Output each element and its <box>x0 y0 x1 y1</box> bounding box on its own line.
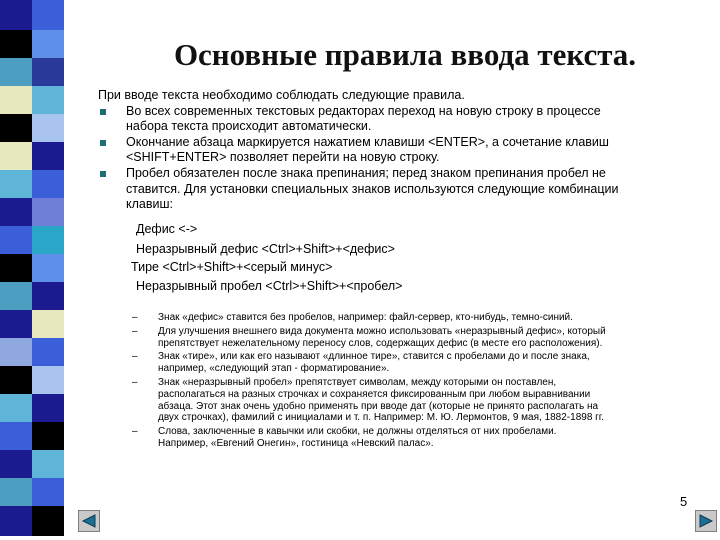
bullet-line: Пробел обязателен после знака препинания; перед знаком препинания пробел не <box>126 165 606 180</box>
stripe-block <box>0 30 64 58</box>
stripe-cell <box>32 254 64 282</box>
bullet-square-icon <box>100 140 106 146</box>
stripe-block <box>0 0 64 30</box>
stripe-cell <box>0 0 32 30</box>
stripe-block <box>0 198 64 226</box>
dash-item <box>132 377 702 424</box>
key-line-nonbreaking-space: Неразрывный пробел <Ctrl>+Shift>+<пробел> <box>136 279 403 293</box>
dash-item <box>132 326 702 350</box>
bullet-square-icon <box>100 109 106 115</box>
stripe-block <box>0 506 64 536</box>
decorative-stripe <box>0 0 64 540</box>
stripe-cell <box>0 478 32 506</box>
stripe-cell <box>32 394 64 422</box>
stripe-cell <box>32 450 64 478</box>
dash-item <box>132 351 702 375</box>
stripe-block <box>0 366 64 394</box>
dash-line: Для улучшения внешнего вида документа можно использовать «неразрывный дефис», который <box>158 325 606 337</box>
dash-list <box>132 312 702 452</box>
key-line-nonbreaking-hyphen: Неразрывный дефис <Ctrl>+Shift>+<дефис> <box>136 242 395 256</box>
stripe-block <box>0 114 64 142</box>
stripe-cell <box>32 422 64 450</box>
stripe-cell <box>32 198 64 226</box>
stripe-cell <box>0 282 32 310</box>
stripe-block <box>0 478 64 506</box>
stripe-cell <box>0 506 32 536</box>
stripe-cell <box>32 142 64 170</box>
stripe-block <box>0 170 64 198</box>
dash-line: Знак «тире», или как его называют «длинное тире», ставится с пробелами до и после знака, <box>158 351 590 363</box>
stripe-block <box>0 254 64 282</box>
stripe-cell <box>32 0 64 30</box>
dash-line: Слова, заключенные в кавычки или скобки, не должны отделяться от них пробелами. <box>158 426 557 438</box>
dash-line: абзаца. Этот знак очень удобно применять при вводе дат (которые не принято располагать на <box>158 400 599 412</box>
bullet-list <box>98 104 698 213</box>
stripe-block <box>0 226 64 254</box>
stripe-cell <box>32 366 64 394</box>
stripe-cell <box>0 142 32 170</box>
prev-slide-button[interactable] <box>78 510 100 532</box>
bullet-item <box>98 166 698 213</box>
key-line-hyphen: Дефис <-> <box>136 222 198 236</box>
next-slide-button[interactable] <box>695 510 717 532</box>
stripe-cell <box>0 422 32 450</box>
bullet-line: Во всех современных текстовых редакторах переход на новую строку в процессе <box>126 103 601 118</box>
stripe-cell <box>0 58 32 86</box>
stripe-cell <box>0 30 32 58</box>
bullet-line: ставится. Для установки специальных знаков используются следующие комбинации <box>126 181 619 196</box>
key-line-dash: Тире <Ctrl>+Shift>+<серый минус> <box>131 260 333 274</box>
bullet-square-icon <box>100 171 106 177</box>
stripe-cell <box>32 282 64 310</box>
stripe-cell <box>0 394 32 422</box>
dash-line: двух строчках), фамилий с инициалами и т. п. Например: М. Ю. Лермонтов, 9 мая, 1882-1898 гг. <box>158 412 605 424</box>
dash-line: располагаться на разных строчках и сохраняется фиксированным при любом выравнивании <box>158 388 591 400</box>
stripe-cell <box>32 226 64 254</box>
dash-marker: – <box>132 376 138 388</box>
stripe-block <box>0 450 64 478</box>
dash-item <box>132 426 702 450</box>
stripe-cell <box>32 114 64 142</box>
stripe-cell <box>0 450 32 478</box>
intro-line: При вводе текста необходимо соблюдать следующие правила. <box>98 88 465 102</box>
stripe-cell <box>0 338 32 366</box>
stripe-cell <box>0 86 32 114</box>
bullet-item <box>98 135 698 166</box>
page-number: 5 <box>680 494 688 509</box>
stripe-block <box>0 310 64 338</box>
stripe-cell <box>32 58 64 86</box>
stripe-block <box>0 86 64 114</box>
stripe-cell <box>0 198 32 226</box>
stripe-cell <box>0 114 32 142</box>
dash-line: Знак «дефис» ставится без пробелов, например: файл-сервер, кто-нибудь, темно-синий. <box>158 312 573 323</box>
stripe-block <box>0 338 64 366</box>
bullet-item <box>98 104 698 135</box>
bullet-line: Окончание абзаца маркируется нажатием клавиши <ENTER>, а сочетание клавиш <box>126 134 609 149</box>
stripe-cell <box>32 478 64 506</box>
stripe-cell <box>32 30 64 58</box>
dash-item <box>132 312 702 324</box>
slide-title: Основные правила ввода текста. <box>173 37 637 72</box>
dash-marker: – <box>132 426 138 438</box>
stripe-cell <box>32 86 64 114</box>
stripe-cell <box>0 170 32 198</box>
stripe-cell <box>0 254 32 282</box>
dash-line: например, «следующий этап - форматирование». <box>158 363 390 375</box>
stripe-block <box>0 142 64 170</box>
stripe-cell <box>32 170 64 198</box>
stripe-block <box>0 394 64 422</box>
dash-line: препятствует нежелательному переносу слов, содержащих дефис (в месте его расположения). <box>158 337 603 349</box>
bullet-line: набора текста происходит автоматически. <box>126 119 372 134</box>
stripe-cell <box>0 310 32 338</box>
dash-marker: – <box>132 351 138 363</box>
stripe-cell <box>0 226 32 254</box>
bullet-line: клавиш: <box>126 197 173 212</box>
stripe-cell <box>0 366 32 394</box>
stripe-cell <box>32 310 64 338</box>
dash-marker: – <box>132 325 138 337</box>
dash-line: Например, «Евгений Онегин», гостиница «Невский палас». <box>158 437 434 449</box>
dash-line: Знак «неразрывный пробел» препятствует символам, между которыми он поставлен, <box>158 376 557 388</box>
stripe-block <box>0 422 64 450</box>
main-text <box>98 88 698 213</box>
dash-marker: – <box>132 312 138 323</box>
stripe-block <box>0 282 64 310</box>
arrow-right-icon <box>698 513 714 529</box>
stripe-block <box>0 58 64 86</box>
stripe-cell <box>32 338 64 366</box>
bullet-line: <SHIFT+ENTER> позволяет перейти на новую строку. <box>126 150 440 165</box>
arrow-left-icon <box>81 513 97 529</box>
stripe-cell <box>32 506 64 536</box>
